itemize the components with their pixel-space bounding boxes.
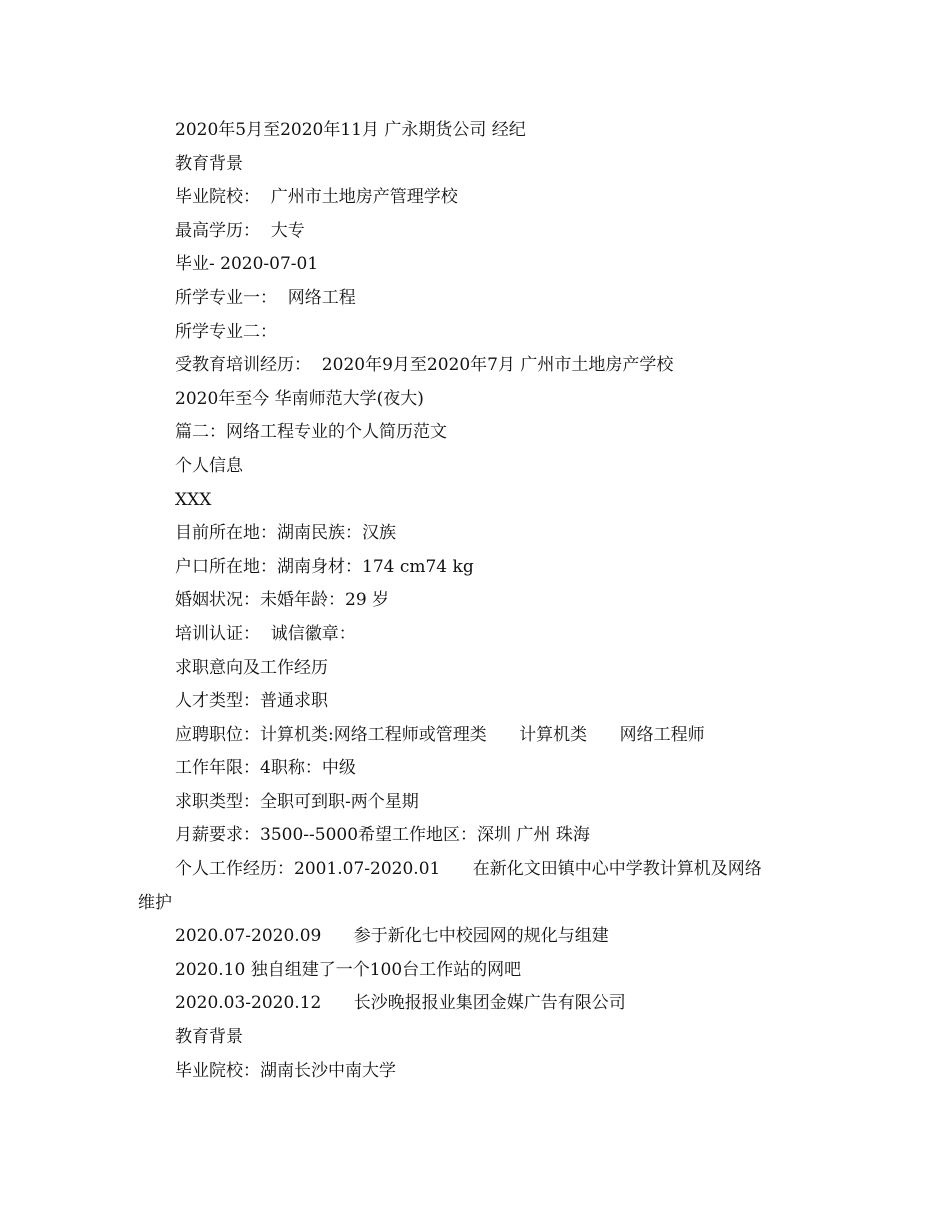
- text-line: 人才类型：普通求职: [175, 691, 328, 712]
- text-line: 个人工作经历：2001.07-2020.01 在新化文田镇中心中学教计算机及网络: [175, 859, 762, 880]
- text-line: 户口所在地：湖南身材：174 cm74 kg: [175, 556, 474, 577]
- text-line: 2020年5月至2020年11月 广永期货公司 经纪: [175, 120, 526, 140]
- section-heading: 个人信息: [175, 455, 243, 476]
- text-line: 目前所在地：湖南民族：汉族: [175, 523, 396, 544]
- text-line: 求职类型：全职可到职-两个星期: [175, 791, 419, 812]
- document-body: [138, 114, 828, 1088]
- text-line: 毕业- 2020-07-01: [175, 254, 319, 275]
- text-line: 2020.07-2020.09 参于新化七中校园网的规化与组建: [175, 926, 609, 947]
- text-line: 所学专业二：: [175, 321, 277, 342]
- text-line: 培训认证： 诚信徽章：: [175, 623, 356, 644]
- text-line: 月薪要求：3500--5000希望工作地区：深圳 广州 珠海: [175, 825, 590, 846]
- text-line: 2020.03-2020.12 长沙晚报报业集团金媒广告有限公司: [175, 993, 626, 1014]
- section-heading: 教育背景: [175, 153, 243, 174]
- section-heading: 教育背景: [175, 1027, 243, 1048]
- text-line: 应聘职位：计算机类:网络工程师或管理类 计算机类 网络工程师: [175, 724, 705, 745]
- text-line: 所学专业一： 网络工程: [175, 287, 356, 308]
- text-line: 婚姻状况：未婚年龄：29 岁: [175, 590, 390, 611]
- text-line: 受教育培训经历： 2020年9月至2020年7月 广州市土地房产学校: [175, 355, 674, 376]
- text-line: 毕业院校： 广州市土地房产管理学校: [175, 187, 458, 208]
- section-heading: 篇二：网络工程专业的个人简历范文: [175, 422, 447, 443]
- text-line: 最高学历： 大专: [175, 220, 305, 241]
- text-line-continuation: 维护: [138, 892, 172, 913]
- text-line: 2020年至今 华南师范大学(夜大): [175, 388, 424, 409]
- section-heading: 求职意向及工作经历: [175, 657, 328, 678]
- text-line: 2020.10 独自组建了一个100台工作站的网吧: [175, 959, 522, 980]
- text-line: XXX: [175, 489, 212, 510]
- text-line: 工作年限：4职称：中级: [175, 758, 356, 779]
- text-line: 毕业院校：湖南长沙中南大学: [175, 1060, 396, 1081]
